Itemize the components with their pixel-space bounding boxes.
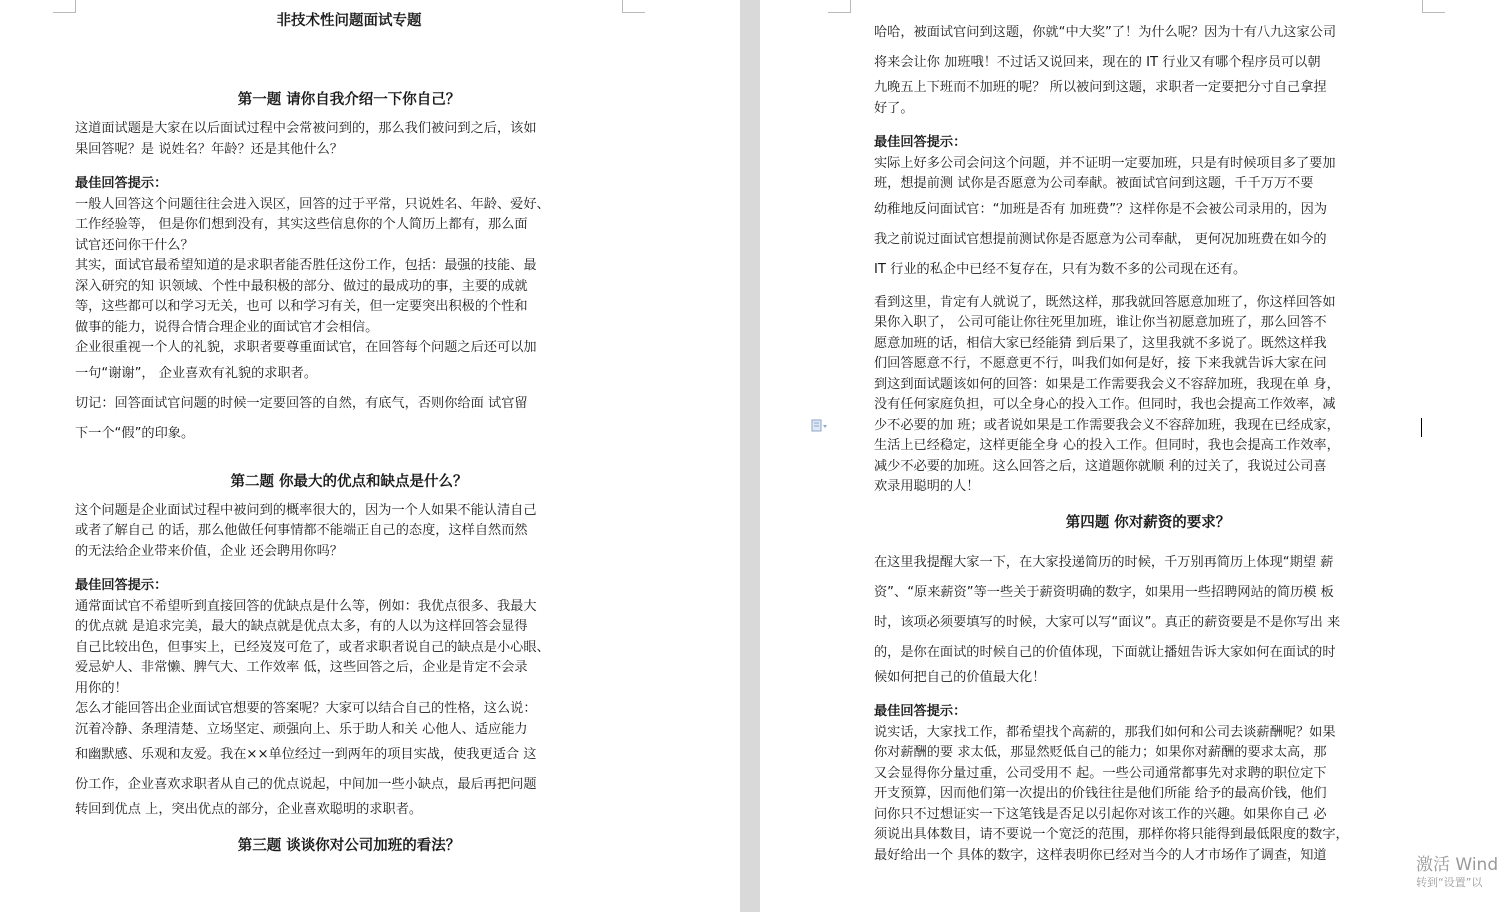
right-document-content xyxy=(874,0,1422,866)
q2-answer xyxy=(75,597,623,741)
text-line: 一般人回答这个问题往往会进入误区，回答的过于平常，只说姓名、年龄、爱好、 xyxy=(75,196,550,212)
text-line: 的无法给企业带来价值，企业 还会聘用你吗？ xyxy=(75,543,343,559)
text-line: 你对薪酬的要 求太低，那显然贬低自己的能力；如果你对薪酬的要求太高，那 xyxy=(874,745,1327,760)
text-line: 自己比较出色，但事实上，已经岌岌可危了，或者求职者说自己的缺点是小心眼、 xyxy=(75,639,550,655)
page-gutter xyxy=(740,0,760,912)
q1-intro xyxy=(75,119,623,160)
text-line: 下一个“假”的印象。 xyxy=(75,425,195,441)
text-line: 又会显得你分量过重，公司受用不 起。一些公司通常都事先对求聘的职位定下 xyxy=(874,765,1327,781)
text-line: 做事的能力，说得合情合理企业的面试官才会相信。 xyxy=(75,319,379,335)
q4-intro xyxy=(874,548,1422,668)
text-line: 哈哈，被面试官问到这题，你就“中大奖”了！为什么呢？因为十有八九这家公司 xyxy=(874,25,1337,40)
text-line: 果你入职了， 公司可能让你往死里加班，谁让你当初愿意加班了，那么回答不 xyxy=(874,315,1327,330)
text-line: 其实，面试官最希望知道的是求职者能否胜任这份工作，包括：最强的技能、最 xyxy=(75,258,537,273)
q1-best-answer-label: 最佳回答提示： xyxy=(75,176,168,191)
text-line: 或者了解自己 的话，那么他做任何事情都不能端正自己的态度，这样自然而然 xyxy=(75,523,528,538)
text-line: 的优点就 是追求完美，最大的缺点就是优点太多，有的人以为这样回答会显得 xyxy=(75,619,528,634)
text-line: 欢录用聪明的人！ xyxy=(874,479,980,494)
corner-mark xyxy=(53,0,76,13)
text-line: 幼稚地反问面试官：“加班是否有 加班费”？这样你是不会被公司录用的，因为 xyxy=(874,201,1328,217)
text-line: 果回答呢？是 说姓名？年龄？还是其他什么？ xyxy=(75,141,343,157)
document-title: 非技术性问题面试专题 xyxy=(276,12,422,29)
q4-intro-end xyxy=(874,668,1422,689)
text-line: 怎么才能回答出企业面试官想要的答案呢？大家可以结合自己的性格，这么说： xyxy=(75,701,537,716)
document-icon[interactable] xyxy=(810,418,828,434)
corner-mark xyxy=(828,0,851,13)
activation-line2: 转到“设置”以 xyxy=(1416,876,1483,889)
text-line: 到这到面试题该如何的回答：如果是工作需要我会义不容辞加班，我现在单 身， xyxy=(874,376,1340,392)
text-line: 看到这里，肯定有人就说了，既然这样，那我就回答愿意加班了，你这样回答如 xyxy=(874,294,1336,310)
text-line: 企业很重视一个人的礼貌，求职者要尊重面试官，在回答每个问题之后还可以加 xyxy=(75,340,537,355)
corner-mark xyxy=(1422,0,1445,13)
text-line: 爱忌妒人、非常懒、脾气大、工作效率 低，这些回答之后，企业是肯定不会录 xyxy=(75,660,528,675)
text-cursor xyxy=(1421,418,1422,437)
text-line: 最好给出一个 具体的数字，这样表明你已经对当今的人才市场作了调查，知道 xyxy=(874,847,1327,863)
windows-activation-watermark xyxy=(1416,854,1500,898)
left-page xyxy=(0,0,740,912)
left-document-content xyxy=(75,0,623,857)
text-line: 资”、“原来薪资”等一些关于薪资明确的数字，如果用一些招聘网站的简历模 板 xyxy=(874,584,1334,600)
text-line: 班，想提前测 试你是否愿意为公司奉献。被面试官问到这题，千千万万不要 xyxy=(874,176,1314,191)
q3-answer-end xyxy=(874,293,1422,498)
text-line: 切记：回答面试官问题的时候一定要回答的自然，有底气，否则你给面 试官留 xyxy=(75,395,528,411)
text-line: 通常面试官不希望听到直接回答的优缺点是什么等，例如：我优点很多、我最大 xyxy=(75,598,537,614)
text-line: 一句“谢谢”， 企业喜欢有礼貌的求职者。 xyxy=(75,365,318,381)
q3-continued xyxy=(874,18,1422,78)
text-line: 用你的！ xyxy=(75,680,128,696)
text-line: 将来会让你 加班哦！不过话又说回来，现在的 IT 行业又有哪个程序员可以朝 xyxy=(874,55,1321,70)
q2-heading: 第二题 你最大的优点和缺点是什么？ xyxy=(230,472,468,490)
text-line: 开支预算，因而他们第一次提出的价钱往往是他们所能 给予的最高价钱，他们 xyxy=(874,786,1327,801)
text-line: 这道面试题是大家在以后面试过程中会常被问到的，那么我们被问到之后，该如 xyxy=(75,121,537,136)
text-line: 份工作，企业喜欢求职者从自己的优点说起，中间加一些小缺点，最后再把问题 xyxy=(75,777,537,792)
right-page xyxy=(760,0,1500,912)
q1-heading: 第一题 请你自我介绍一下你自己？ xyxy=(237,91,461,108)
text-line: 们回答愿意不行，不愿意更不行，叫我们如何是好，接 下来我就告诉大家在问 xyxy=(874,356,1327,371)
text-line: IT 行业的私企中已经不复存在，只有为数不多的公司现在还有。 xyxy=(874,261,1247,277)
q4-answer xyxy=(874,723,1422,867)
text-line: 问你只不过想证实一下这笔钱是否足以引起你对该工作的兴趣。如果你自己 必 xyxy=(874,806,1327,822)
corner-mark xyxy=(622,0,645,13)
text-line: 深入研究的知 识领域、个性中最积极的部分、做过的最成功的事，主要的成就 xyxy=(75,278,528,294)
text-line: 沉着冷静、条理清楚、立场坚定、顽强向上、乐于助人和关 心他人、适应能力 xyxy=(75,721,528,737)
text-line: 好了。 xyxy=(874,100,914,116)
text-line: 转回到优点 上，突出优点的部分，企业喜欢聪明的求职者。 xyxy=(75,802,423,817)
text-line: 候如何把自己的价值最大化！ xyxy=(874,669,1046,685)
q4-best-answer-label: 最佳回答提示： xyxy=(874,704,967,719)
text-line: 这个问题是企业面试过程中被问到的概率很大的，因为一个人如果不能认清自己 xyxy=(75,502,537,518)
activation-line1: 激活 Wind xyxy=(1416,855,1499,875)
text-line: 时，该项必须要填写的时候，大家可以写“面议”。真正的薪资要是不是你写出 来 xyxy=(874,614,1341,630)
q3-answer-cont xyxy=(874,195,1422,285)
q3-answer xyxy=(874,154,1422,195)
q3-continued-b xyxy=(874,78,1422,119)
text-line: 须说出具体数目，请不要说一个宽泛的范围，那样你将只能得到最低限度的数字， xyxy=(874,827,1349,842)
text-line: 试官还问你干什么？ xyxy=(75,237,194,253)
q2-answer-cont xyxy=(75,740,623,800)
text-line: 少不必要的加 班；或者说如果是工作需要我会义不容辞加班，我现在已经成家， xyxy=(874,417,1340,433)
text-line: 在这里我提醒大家一下，在大家投递简历的时候，千万别再简历上体现“期望 薪 xyxy=(874,554,1334,570)
q3-best-answer-label: 最佳回答提示： xyxy=(874,135,967,150)
q3-heading: 第三题 谈谈你对公司加班的看法？ xyxy=(237,836,461,854)
text-line: 的，是你在面试的时候自己的价值体现，下面就让播妞告诉大家如何在面试的时 xyxy=(874,644,1336,660)
text-line: 实际上好多公司会问这个问题，并不证明一定要加班，只是有时候项目多了要加 xyxy=(874,155,1336,171)
text-line: 九晚五上下班而不加班的呢？ 所以被问到这题，求职者一定要把分寸自己拿捏 xyxy=(874,80,1327,95)
q2-answer-end xyxy=(75,800,623,821)
text-line: 工作经验等， 但是你们想到没有，其实这些信息你的个人简历上都有，那么面 xyxy=(75,217,528,232)
text-line: 我之前说过面试官想提前测试你是否愿意为公司奉献， 更何况加班费在如今的 xyxy=(874,231,1327,247)
text-line: 和幽默感、乐观和友爱。我在××单位经过一到两年的项目实战，使我更适合 这 xyxy=(75,747,537,762)
q4-heading: 第四题 你对薪资的要求？ xyxy=(1065,513,1231,531)
text-line: 没有任何家庭负担，可以全身心的投入工作。但同时，我也会提高工作效率，减 xyxy=(874,397,1336,412)
text-line: 等，这些都可以和学习无关，也可 以和学习有关，但一定要突出积极的个性和 xyxy=(75,299,528,314)
text-line: 减少不必要的加班。这么回答之后，这道题你就顺 利的过关了，我说过公司喜 xyxy=(874,458,1327,474)
text-line: 生活上已经稳定，这样更能全身 心的投入工作。但同时，我也会提高工作效率， xyxy=(874,438,1340,453)
q2-best-answer-label: 最佳回答提示： xyxy=(75,578,168,593)
text-line: 愿意加班的话，相信大家已经能猜 到后果了，这里我就不多说了。既然这样我 xyxy=(874,335,1327,351)
q1-answer-cont xyxy=(75,359,623,449)
q1-answer xyxy=(75,195,623,359)
q2-intro xyxy=(75,501,623,563)
text-line: 说实话，大家找工作，都希望找个高薪的，那我们如何和公司去谈薪酬呢？如果 xyxy=(874,724,1336,740)
